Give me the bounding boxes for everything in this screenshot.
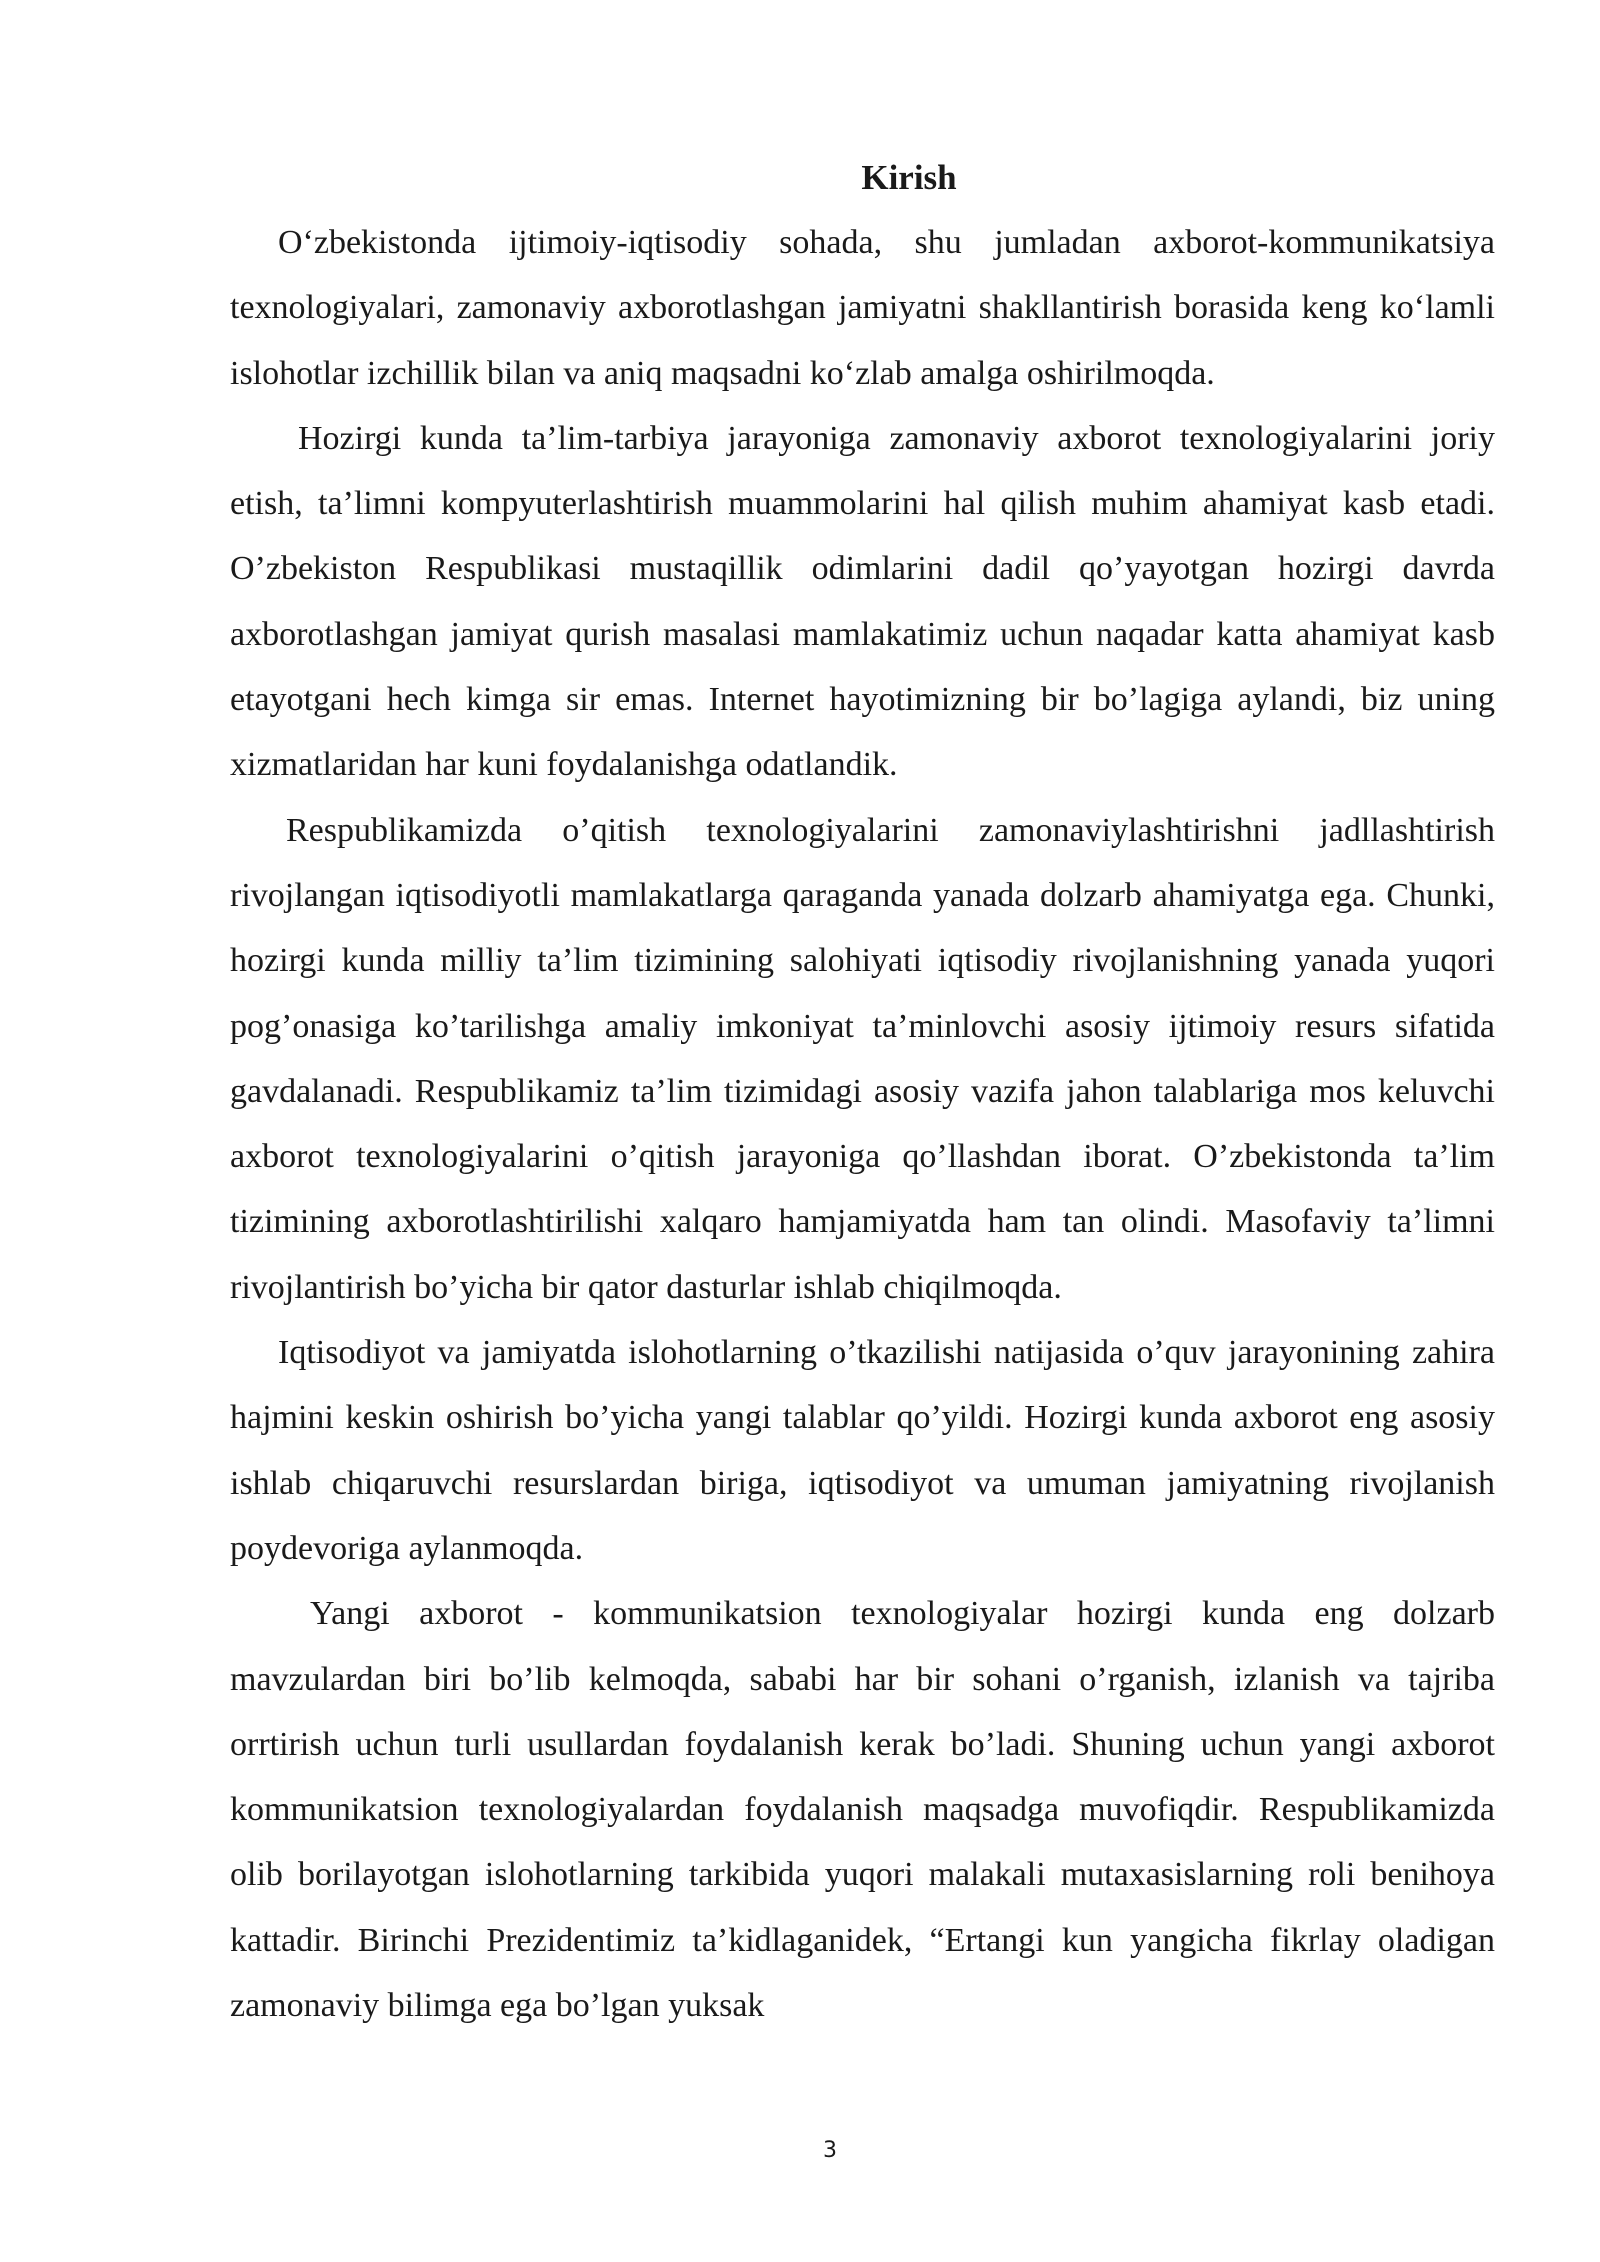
paragraph-1: O‘zbekistonda ijtimoiy-iqtisodiy sohada, shu jumladan axborot-kommunikatsiya texnologiyalari, zamonaviy axborotlashgan jamiyatni shakllantirish borasida keng ko‘lamli islohotlar izchillik bilan va aniq maqsadni ko‘zlab amalga oshirilmoqda. bbox=[230, 224, 1495, 392]
document-page bbox=[230, 145, 1495, 2038]
paragraph-3: Respublikamizda o’qitish texnologiyalarini zamonaviylashtirishni jadllashtirish rivojlangan iqtisodiyotli mamlakatlarga qaraganda yanada dolzarb ahamiyatga ega. Chunki, hozirgi kunda milliy ta’lim tizimining salohiyati iqtisodiy rivojlanishning yanada yuqori pog’onasiga ko’tarilishga amaliy imkoniyat ta’minlovchi asosiy ijtimoiy resurs sifatida gavdalanadi. Respublikamiz ta’lim tizimidagi asosiy vazifa jahon talablariga mos keluvchi axborot texnologiyalarini o’qitish jarayoniga qo’llashdan iborat. O’zbekistonda ta’lim tizimining axborotlashtirilishi xalqaro hamjamiyatda ham tan olindi. Masofaviy ta’limni rivojlantirish bo’yicha bir qator dasturlar ishlab chiqilmoqda. bbox=[230, 811, 1495, 1306]
paragraph-5: Yangi axborot - kommunikatsion texnologiyalar hozirgi kunda eng dolzarb mavzulardan biri bo’lib kelmoqda, sababi har bir sohani o’rganish, izlanish va tajriba orrtirish uchun turli usullardan foydalanish kerak bo’ladi. Shuning uchun yangi axborot kommunikatsion texnologiyalardan foydalanish maqsadga muvofiqdir. Respublikamizda olib borilayotgan islohotlarning tarkibida yuqori malakali mutaxasislarning roli benihoya kattadir. Birinchi Prezidentimiz ta’kidlaganidek, “Ertangi kun yangicha fikrlay oladigan zamonaviy bilimga ega bo’lgan yuksak bbox=[230, 1595, 1495, 2025]
page-number: 3 bbox=[823, 2138, 837, 2163]
paragraph-2: Hozirgi kunda ta’lim-tarbiya jarayoniga zamonaviy axborot texnologiyalarini joriy etish, ta’limni kompyuterlashtirish muammolarini hal qilish muhim ahamiyat kasb etadi. O’zbekiston Respublikasi mustaqillik odimlarini dadil qo’yayotgan hozirgi davrda axborotlashgan jamiyat qurish masalasi mamlakatimiz uchun naqadar katta ahamiyat kasb etayotgani hech kimga sir emas. Internet hayotimizning bir bo’lagiga aylandi, biz uning xizmatlaridan har kuni foydalanishga odatlandik. bbox=[230, 419, 1495, 784]
document-title: Kirish bbox=[861, 158, 957, 197]
paragraph-4: Iqtisodiyot va jamiyatda islohotlarning o’tkazilishi natijasida o’quv jarayonining zahira hajmini keskin oshirish bo’yicha yangi talablar qo’yildi. Hozirgi kunda axborot eng asosiy ishlab chiqaruvchi resurslardan biriga, iqtisodiyot va umuman jamiyatning rivojlanish poydevoriga aylanmoqda. bbox=[230, 1334, 1495, 1567]
